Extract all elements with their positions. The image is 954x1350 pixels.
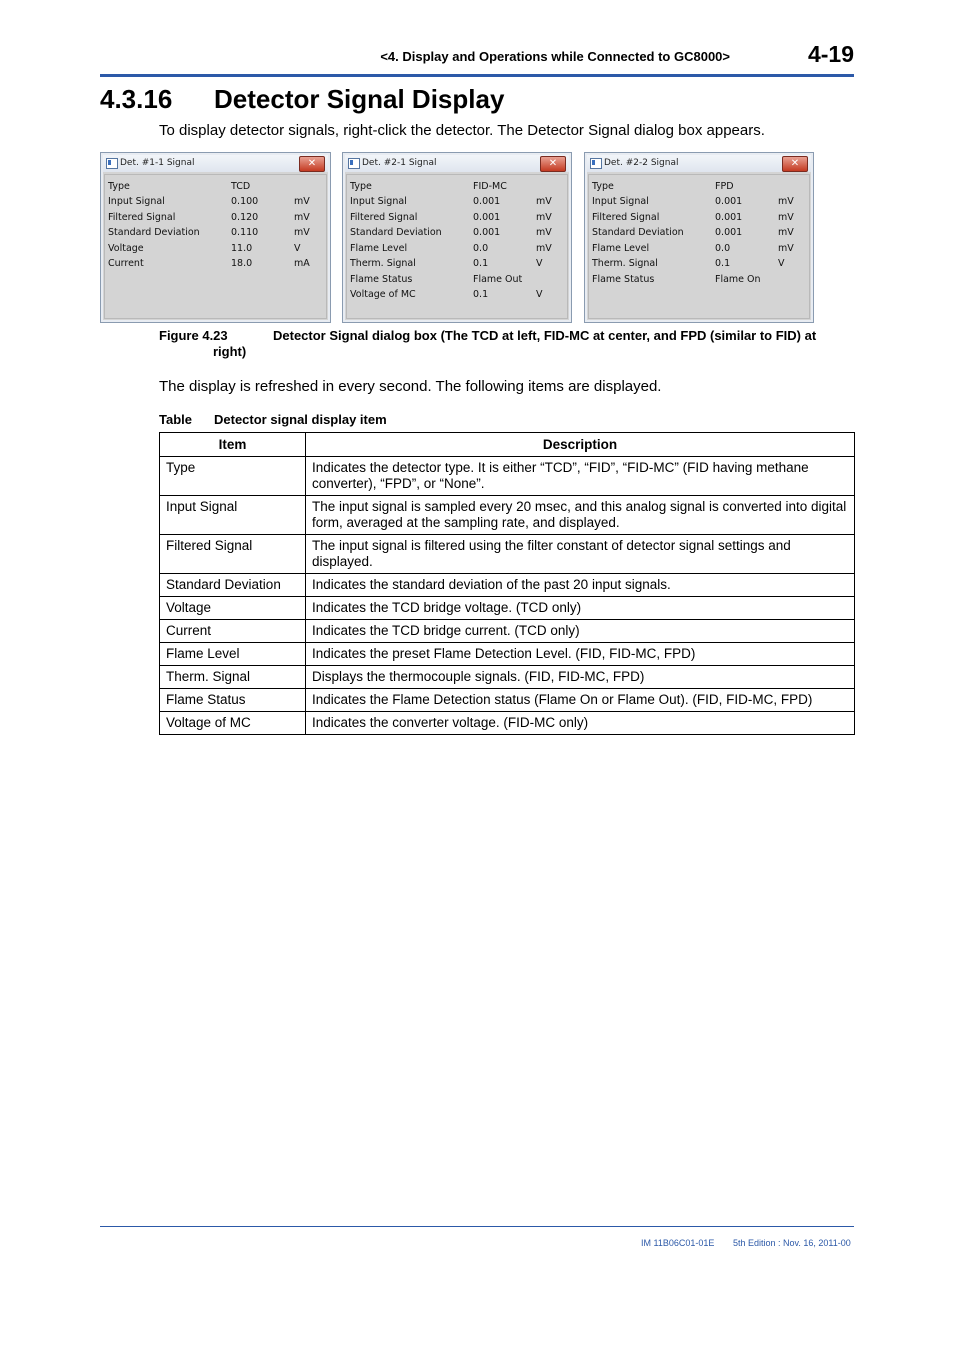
dialog-body xyxy=(346,174,568,319)
close-icon[interactable]: ✕ xyxy=(299,156,325,172)
table-row xyxy=(160,574,855,597)
signal-label: Flame Status xyxy=(592,274,655,285)
close-icon[interactable]: ✕ xyxy=(540,156,566,172)
signal-value: 0.1 xyxy=(715,258,731,269)
signal-value: FID-MC xyxy=(473,181,507,192)
signal-unit: mV xyxy=(778,196,794,207)
signal-value: Flame On xyxy=(715,274,761,285)
footer-edition: 5th Edition : Nov. 16, 2011-00 xyxy=(733,1238,851,1248)
item-cell: Flame Level xyxy=(160,643,306,666)
table-row xyxy=(160,496,855,535)
item-cell: Flame Status xyxy=(160,689,306,712)
signal-label: Type xyxy=(350,181,372,192)
signal-unit: mA xyxy=(294,258,310,269)
item-cell: Therm. Signal xyxy=(160,666,306,689)
signal-label: Input Signal xyxy=(350,196,407,207)
description-cell: Indicates the TCD bridge current. (TCD only) xyxy=(306,620,855,643)
signal-label: Therm. Signal xyxy=(350,258,416,269)
column-header-item: Item xyxy=(160,433,306,457)
signal-label: Filtered Signal xyxy=(350,212,418,223)
dialog-titlebar xyxy=(345,155,569,172)
signal-value: 0.001 xyxy=(473,212,501,223)
signal-unit: mV xyxy=(294,227,310,238)
description-cell: The input signal is sampled every 20 msec, and this analog signal is converted into digital form, averaged at the sampling rate, and displayed. xyxy=(306,496,855,535)
signal-label: Standard Deviation xyxy=(592,227,684,238)
footer-rule xyxy=(100,1226,854,1227)
signal-value: 0.0 xyxy=(715,243,731,254)
figure-number: Figure 4.23 xyxy=(159,328,228,343)
signal-value: 0.001 xyxy=(715,196,743,207)
item-cell: Type xyxy=(160,457,306,496)
signal-value: TCD xyxy=(231,181,251,192)
table-row xyxy=(160,666,855,689)
signal-unit: V xyxy=(778,258,785,269)
signal-value: 0.120 xyxy=(231,212,259,223)
section-title: Detector Signal Display xyxy=(214,84,505,114)
close-icon[interactable]: ✕ xyxy=(782,156,808,172)
signal-value: 0.001 xyxy=(473,196,501,207)
item-cell: Current xyxy=(160,620,306,643)
refresh-paragraph: The display is refreshed in every second. The following items are displayed. xyxy=(159,378,662,395)
signal-value: 0.1 xyxy=(473,258,489,269)
table-caption-title: Detector signal display item xyxy=(214,412,387,427)
header-chapter-title: <4. Display and Operations while Connected to GC8000> xyxy=(380,49,730,64)
dialog-body xyxy=(104,174,327,319)
dialog-det-1-1 xyxy=(100,152,331,323)
table-row xyxy=(160,535,855,574)
intro-paragraph: To display detector signals, right-click the detector. The Detector Signal dialog box appears. xyxy=(159,122,765,139)
table-caption xyxy=(159,412,387,427)
item-cell: Input Signal xyxy=(160,496,306,535)
signal-label: Input Signal xyxy=(592,196,649,207)
signal-unit: mV xyxy=(536,212,552,223)
signal-value: 18.0 xyxy=(231,258,253,269)
table-row xyxy=(160,457,855,496)
dialog-titlebar xyxy=(587,155,811,172)
window-icon xyxy=(590,158,602,169)
signal-unit: mV xyxy=(294,196,310,207)
item-cell: Voltage xyxy=(160,597,306,620)
dialog-titlebar xyxy=(103,155,328,172)
signal-value: FPD xyxy=(715,181,734,192)
signal-unit: mV xyxy=(294,212,310,223)
section-heading xyxy=(100,84,504,115)
signal-label: Voltage xyxy=(108,243,144,254)
description-cell: Indicates the Flame Detection status (Flame On or Flame Out). (FID, FID-MC, FPD) xyxy=(306,689,855,712)
description-cell: Indicates the detector type. It is either “TCD”, “FID”, “FID-MC” (FID having methane converter), “FPD”, or “None”. xyxy=(306,457,855,496)
footer-doc-id: IM 11B06C01-01E xyxy=(641,1238,715,1248)
dialog-title: Det. #2-1 Signal xyxy=(362,158,437,168)
signal-label: Filtered Signal xyxy=(108,212,176,223)
signal-label: Standard Deviation xyxy=(350,227,442,238)
detector-signal-table xyxy=(159,432,855,735)
description-cell: Indicates the preset Flame Detection Level. (FID, FID-MC, FPD) xyxy=(306,643,855,666)
table-row xyxy=(160,620,855,643)
table-row xyxy=(160,712,855,735)
description-cell: The input signal is filtered using the filter constant of detector signal settings and displayed. xyxy=(306,535,855,574)
signal-label: Flame Level xyxy=(592,243,650,254)
signal-value: Flame Out xyxy=(473,274,523,285)
signal-label: Type xyxy=(592,181,614,192)
description-cell: Indicates the converter voltage. (FID-MC only) xyxy=(306,712,855,735)
signal-value: 11.0 xyxy=(231,243,253,254)
signal-unit: V xyxy=(294,243,301,254)
signal-value: 0.100 xyxy=(231,196,259,207)
signal-value: 0.0 xyxy=(473,243,489,254)
signal-unit: mV xyxy=(536,227,552,238)
figure-caption-text-cont: right) xyxy=(213,344,247,359)
signal-value: 0.001 xyxy=(473,227,501,238)
section-number: 4.3.16 xyxy=(100,84,173,114)
figure-caption-text: Detector Signal dialog box (The TCD at left, FID-MC at center, and FPD (similar to FID) at xyxy=(273,328,817,343)
signal-label: Current xyxy=(108,258,144,269)
description-cell: Indicates the TCD bridge voltage. (TCD only) xyxy=(306,597,855,620)
signal-label: Flame Level xyxy=(350,243,408,254)
signal-label: Input Signal xyxy=(108,196,165,207)
item-cell: Standard Deviation xyxy=(160,574,306,597)
signal-value: 0.001 xyxy=(715,227,743,238)
signal-label: Filtered Signal xyxy=(592,212,660,223)
signal-value: 0.001 xyxy=(715,212,743,223)
table-caption-label: Table xyxy=(159,412,192,427)
table-header-row xyxy=(160,433,855,457)
signal-label: Therm. Signal xyxy=(592,258,658,269)
page-number: 4-19 xyxy=(807,41,854,67)
window-icon xyxy=(348,158,360,169)
item-cell: Filtered Signal xyxy=(160,535,306,574)
signal-value: 0.1 xyxy=(473,289,489,300)
signal-unit: V xyxy=(536,258,543,269)
dialog-det-2-1 xyxy=(342,152,572,323)
dialog-body xyxy=(588,174,810,319)
signal-label: Flame Status xyxy=(350,274,413,285)
dialog-title: Det. #1-1 Signal xyxy=(120,158,195,168)
signal-label: Standard Deviation xyxy=(108,227,200,238)
window-icon xyxy=(106,158,118,169)
column-header-description: Description xyxy=(306,433,855,457)
signal-unit: mV xyxy=(536,196,552,207)
header-rule xyxy=(100,74,854,77)
signal-unit: mV xyxy=(778,227,794,238)
signal-unit: mV xyxy=(778,243,794,254)
signal-label: Voltage of MC xyxy=(350,289,416,300)
signal-unit: mV xyxy=(536,243,552,254)
dialog-title: Det. #2-2 Signal xyxy=(604,158,679,168)
signal-label: Type xyxy=(108,181,130,192)
table-row xyxy=(160,689,855,712)
table-row xyxy=(160,643,855,666)
description-cell: Indicates the standard deviation of the past 20 input signals. xyxy=(306,574,855,597)
signal-unit: V xyxy=(536,289,543,300)
table-row xyxy=(160,597,855,620)
item-cell: Voltage of MC xyxy=(160,712,306,735)
signal-value: 0.110 xyxy=(231,227,259,238)
description-cell: Displays the thermocouple signals. (FID, FID-MC, FPD) xyxy=(306,666,855,689)
dialog-det-2-2 xyxy=(584,152,814,323)
signal-unit: mV xyxy=(778,212,794,223)
